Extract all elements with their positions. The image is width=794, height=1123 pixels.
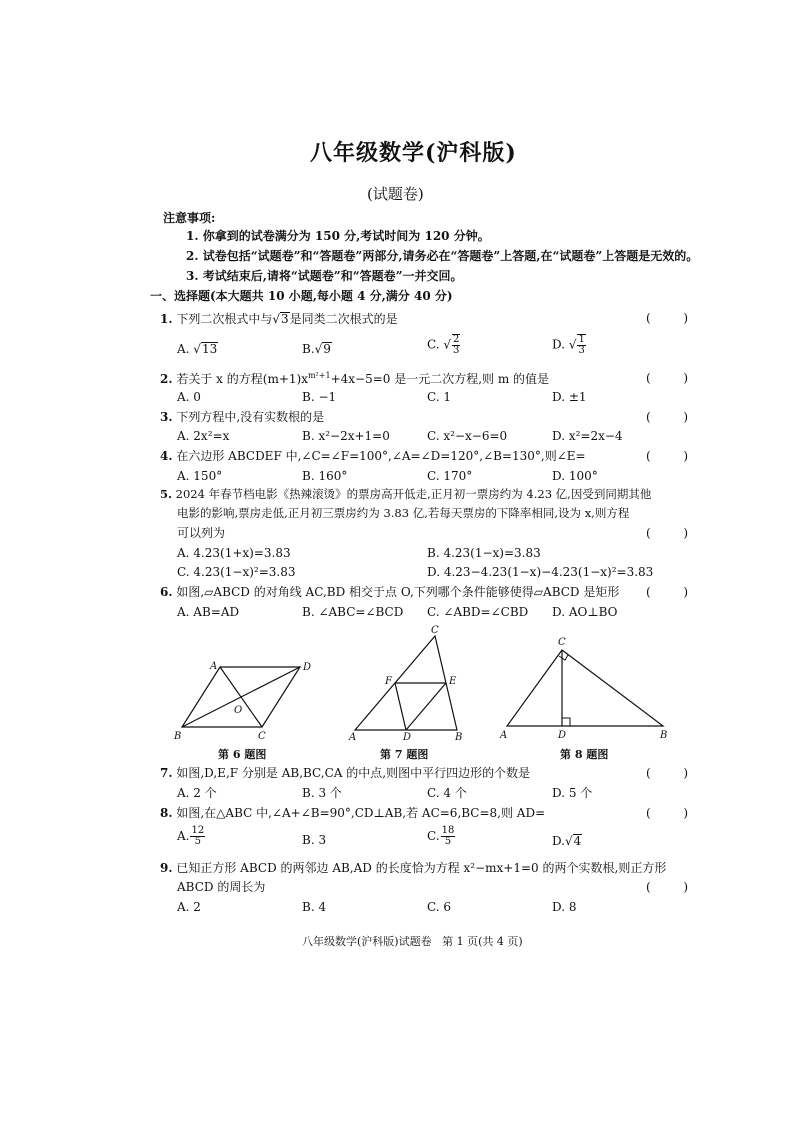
option-c: C. 1 [427,390,452,404]
label-d: D [403,732,412,743]
question-4: 4. 在六边形 ABCDEF 中,∠C=∠F=100°,∠A=∠D=120°,∠B=130°,则∠E= [160,449,586,463]
label-b: B [455,732,463,743]
question-stem: 下列二次根式中与 [176,312,273,326]
right-angle-mark-d [562,718,570,726]
question-9-line-2: ABCD 的周长为 [177,880,266,894]
answer-paren: ( ) [646,806,688,820]
option-b: B. −1 [302,390,337,404]
question-number: 1. [160,312,173,326]
label-e: E [449,676,457,687]
option-c: C. 4 个 [427,786,467,800]
label-a: A [210,661,218,672]
notice-item-1: 1. 你拿到的试卷满分为 150 分,考试时间为 120 分钟。 [186,229,490,243]
page-footer: 八年级数学(沪科版)试题卷 第 1 页(共 4 页) [302,935,523,948]
option-a: A. 2 个 [177,786,217,800]
page-title: 八年级数学(沪科版) [310,140,517,166]
question-5-line-3: 可以列为 [177,526,226,540]
option-d: D. √ $\frac{1}{3}$ [552,334,585,356]
right-angle-mark-c [559,655,568,660]
option-c: C. 4.23(1−x)²=3.83 [177,565,296,579]
option-a: A. 2x²=x [177,429,230,443]
label-a: A [500,730,508,741]
notice-item-2: 2. 试卷包括“试题卷”和“答题卷”两部分,请务必在“答题卷”上答题,在“试题卷”上答题是无效的。 [186,249,699,263]
option-b: B. x²−2x+1=0 [302,429,390,443]
segment-fd [395,683,406,730]
option-a: A. 2 [177,900,201,914]
figure-6-caption: 第 6 题图 [218,748,267,761]
label-b: B [660,730,668,741]
option-a: A. 4.23(1+x)=3.83 [177,546,291,560]
triangle-abc [507,650,663,726]
option-b: B. 3 个 [302,786,342,800]
option-b: B. 4 [302,900,327,914]
figure-6-parallelogram [170,655,320,745]
notice-item-3: 3. 考试结束后,请将“试题卷”和“答题卷”一并交回。 [186,269,463,283]
label-c: C [258,731,266,742]
option-b: B. ∠ABC=∠BCD [302,605,404,619]
question-7: 7. 如图,D,E,F 分别是 AB,BC,CA 的中点,则图中平行四边形的个数是 [160,766,531,780]
label-b: B [174,731,182,742]
answer-paren: ( ) [646,449,688,463]
option-c: C. $\frac{18}{5}$ [427,825,455,847]
label-c: C [558,637,566,648]
figure-7-caption: 第 7 题图 [380,748,429,761]
option-d: D.√4 [552,834,582,848]
answer-paren: ( ) [646,410,688,424]
option-d: D. 100° [552,469,598,483]
option-d: D. ±1 [552,390,587,404]
question-6: 6. 如图,▱ABCD 的对角线 AC,BD 相交于点 O,下列哪个条件能够使得▱ABCD 是矩形 [160,585,620,599]
option-d: D. 4.23−4.23(1−x)−4.23(1−x)²=3.83 [427,565,654,579]
option-c: C. x²−x−6=0 [427,429,508,443]
question-3: 3. 下列方程中,没有实数根的是 [160,410,325,424]
label-c: C [431,625,439,636]
option-b: B. 160° [302,469,348,483]
question-stem-end: 是同类二次根式的是 [289,312,398,326]
label-d: D [303,662,312,673]
question-2: 2. 若关于 x 的方程$(m+1)x^{m^2+1}+4x-5=0$ 是一元二次方程,则 m 的值是 [160,371,550,386]
option-d: D. x²=2x−4 [552,429,623,443]
option-a: A. 150° [177,469,223,483]
option-a: A. $\frac{12}{5}$ [177,825,205,847]
option-b: B.√9 [302,342,331,356]
notice-heading: 注意事项: [163,211,216,225]
option-d: D. AO⊥BO [552,605,618,619]
option-d: D. 5 个 [552,786,593,800]
option-d: D. 8 [552,900,577,914]
answer-paren: ( ) [646,526,688,540]
figure-7-triangle [345,622,470,744]
answer-paren: ( ) [646,311,688,325]
question-5: 5. 2024 年春节档电影《热辣滚烫》的票房高开低走,正月初一票房约为 4.23 亿,因受到同期其他 [160,487,652,501]
root-value: 3 [281,312,289,326]
option-a: A. AB=AD [177,605,240,619]
answer-paren: ( ) [646,585,688,599]
label-d: D [558,730,567,741]
question-8: 8. 如图,在△ABC 中,∠A+∠B=90°,CD⊥AB,若 AC=6,BC=8,则 AD= [160,806,546,820]
question-9: 9. 已知正方形 ABCD 的两邻边 AB,AD 的长度恰为方程 x²−mx+1=0 的两个实数根,则正方形 [160,861,667,875]
option-b: B. 3 [302,833,327,847]
option-a: A. √13 [177,342,218,356]
option-c: C. 6 [427,900,452,914]
label-f: F [385,676,392,687]
diagonal-bd [182,667,300,727]
label-a: A [349,732,357,743]
option-c: C. ∠ABD=∠CBD [427,605,529,619]
label-o: O [234,705,243,716]
question-1: 1. 下列二次根式中与√3是同类二次根式的是 [160,312,398,326]
figure-8-caption: 第 8 题图 [560,748,609,761]
option-a: A. 0 [177,390,201,404]
answer-paren: ( ) [646,371,688,385]
question-5-line-2: 电影的影响,票房走低,正月初三票房约为 3.83 亿,若每天票房的下降率相同,设为 x,则方程 [177,506,630,520]
answer-paren: ( ) [646,880,688,894]
option-c: C. 170° [427,469,473,483]
answer-paren: ( ) [646,766,688,780]
segment-de [406,683,446,730]
option-c: C. √ $\frac{2}{3}$ [427,334,460,356]
figure-8-right-triangle [495,632,675,744]
section-heading: 一、选择题(本大题共 10 小题,每小题 4 分,满分 40 分) [150,289,453,303]
option-b: B. 4.23(1−x)=3.83 [427,546,541,560]
page-subtitle: (试题卷) [367,185,424,203]
